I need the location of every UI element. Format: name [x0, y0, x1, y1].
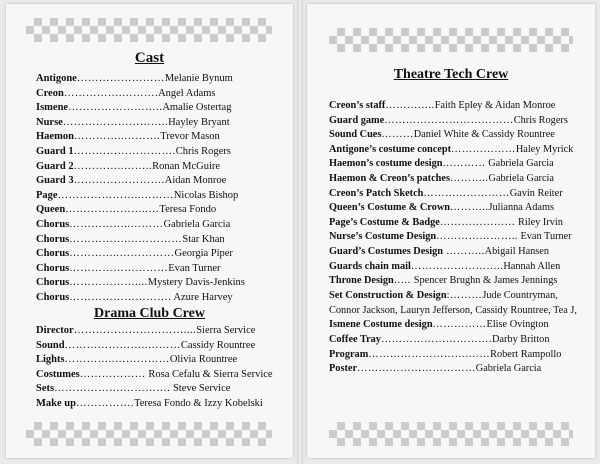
credit-role: Guard 3	[36, 175, 74, 187]
credit-row	[36, 160, 276, 175]
credit-role: Page’s Costume & Badge	[329, 216, 440, 228]
credit-name: Aidan Monroe	[164, 175, 227, 187]
credit-leader-dots: ……………………	[423, 187, 510, 199]
credit-name: Spencer Brughn & James Jennings	[413, 275, 558, 287]
left-page	[6, 4, 293, 458]
credit-row	[36, 339, 282, 354]
credit-name: Faith Epley & Aidan Monroe	[434, 100, 556, 111]
credit-leader-dots: ……………….………….	[54, 383, 171, 395]
credit-name: Teresa Fondo & Izzy Kobelski	[134, 397, 263, 409]
credit-row	[36, 353, 282, 368]
credit-role: Poster	[329, 363, 358, 375]
credit-name: Star Khan	[182, 233, 225, 245]
credit-row	[329, 157, 579, 172]
theatre-tech-crew-list	[329, 99, 579, 377]
credit-row	[329, 260, 579, 275]
cast-list	[36, 72, 276, 306]
credit-leader-dots: ………..	[449, 172, 489, 184]
credit-name: Gabriela Garcia	[475, 363, 542, 375]
credit-role: Ismene	[36, 102, 69, 114]
credit-role: Guard game	[329, 114, 385, 126]
credit-leader-dots: …………….	[75, 397, 135, 409]
credit-role: Antigone	[36, 73, 77, 84]
credit-name: Chris Rogers	[175, 145, 231, 157]
credit-row	[36, 218, 276, 233]
credit-name: Jude Countryman, Connor Jackson, Lauryn Jefferson, Cassidy Rountree, Tea J,	[329, 289, 577, 316]
credit-row	[329, 362, 579, 377]
credit-name: Nicolas Bishop	[173, 189, 239, 201]
credit-row	[36, 72, 276, 87]
credit-row	[329, 216, 579, 231]
credit-leader-dots: …………………..…	[65, 204, 160, 216]
credit-row	[36, 291, 276, 306]
credit-role: Haemon & Creon’s patches	[329, 172, 450, 184]
credit-leader-dots: ………..	[443, 245, 485, 257]
credit-role: Page	[36, 189, 58, 201]
credit-role: Coffee Tray	[329, 333, 381, 345]
credit-leader-dots: …………….……….	[63, 87, 159, 99]
credit-role: Chorus	[36, 248, 70, 260]
credit-row	[329, 333, 579, 348]
credit-row	[36, 101, 276, 116]
credit-row	[36, 247, 276, 262]
diamond-border-bottom	[26, 422, 272, 446]
credit-name: Darby Britton	[492, 333, 550, 345]
credit-leader-dots: ……………………………	[357, 363, 476, 375]
credit-leader-dots: ………………………..	[62, 116, 169, 128]
credit-name: Azure Harvey	[171, 291, 233, 303]
drama-club-crew-heading: Drama Club Crew	[94, 306, 205, 321]
credit-name: Georgia Piper	[174, 248, 233, 260]
credit-row	[36, 174, 276, 189]
credit-role: Set Construction & Design	[329, 289, 447, 301]
credit-row	[329, 245, 579, 260]
credit-row	[329, 172, 579, 187]
credit-name: Sierra Service	[196, 325, 256, 336]
credit-role: Creon	[36, 87, 64, 99]
credit-role: Creon’s Patch Sketch	[329, 187, 424, 199]
credit-row	[36, 233, 276, 248]
credit-leader-dots: ……………………….	[69, 291, 172, 303]
cast-heading: Cast	[134, 50, 165, 66]
credit-role: Haemon	[36, 131, 74, 143]
credit-role: Queen	[36, 204, 66, 216]
credit-name: Elise Ovington	[486, 319, 549, 331]
credit-leader-dots: ……………………….……	[368, 348, 491, 360]
diamond-border-top	[26, 18, 272, 42]
credit-role: Chorus	[36, 277, 70, 289]
credit-leader-dots: …………….……………	[69, 233, 183, 245]
credit-row	[36, 368, 282, 383]
credit-name: Evan Turner	[517, 231, 572, 243]
credit-name: Hayley Bryant	[168, 116, 230, 128]
credit-name: Evan Turner	[168, 262, 221, 274]
diamond-border-top	[329, 28, 573, 52]
credit-role: Nurse’s Costume Design	[329, 231, 437, 243]
credit-name: Amalie Ostertag	[162, 102, 232, 114]
credit-name: Abigail Hansen	[484, 245, 550, 257]
credit-role: Sets	[36, 383, 55, 395]
credit-row	[329, 201, 579, 216]
credit-name: Mystery Davis-Jenkins	[147, 277, 245, 289]
credit-leader-dots: …………………..………	[64, 339, 181, 351]
credit-leader-dots: …………..	[385, 100, 435, 111]
credit-name: Steve Service	[170, 383, 231, 395]
credit-row	[36, 382, 282, 397]
credit-row	[36, 276, 276, 291]
credit-leader-dots: ………………………	[69, 262, 169, 274]
credit-leader-dots: ………………………………	[384, 114, 514, 126]
credit-name: Chris Rogers	[513, 114, 568, 126]
credit-role: Lights	[36, 354, 65, 366]
drama-club-crew-list	[36, 324, 282, 412]
page-fold	[297, 0, 303, 464]
credit-leader-dots: …………………………....	[73, 325, 197, 336]
credit-role: Antigone’s costume concept	[329, 143, 452, 155]
credit-row	[36, 87, 276, 102]
credit-leader-dots: ……………………..	[410, 260, 504, 272]
credit-role: Guard 1	[36, 145, 74, 157]
credit-role: Sound Cues	[329, 129, 382, 141]
credit-leader-dots: …………..……..	[73, 160, 153, 172]
credit-row	[329, 274, 579, 289]
credit-name: Olivia Rountree	[169, 354, 238, 366]
credit-row	[36, 203, 276, 218]
credit-role: Chorus	[36, 291, 70, 303]
credit-role: Program	[329, 348, 369, 360]
credit-row	[36, 397, 282, 412]
credit-leader-dots: ………………………….	[380, 333, 492, 345]
credit-role: Chorus	[36, 262, 70, 274]
credit-role: Throne Design	[329, 275, 394, 287]
credit-name: Ronan McGuire	[152, 160, 221, 172]
credit-name: Gabriela Garcia	[163, 218, 231, 230]
credit-row	[36, 324, 282, 339]
credit-role: Ismene Costume design	[329, 319, 433, 331]
credit-name: Rosa Cefalu & Sierra Service	[145, 368, 273, 380]
credit-role: Queen’s Costume & Crown	[329, 202, 450, 214]
credit-name: Robert Rampollo	[490, 348, 562, 360]
credit-leader-dots: …………………	[439, 216, 516, 228]
credit-leader-dots: …………………..………	[57, 189, 174, 201]
credit-leader-dots: ………………	[451, 143, 516, 155]
credit-role: Chorus	[36, 218, 70, 230]
credit-leader-dots: …………..……………	[64, 354, 170, 366]
credit-row	[36, 130, 276, 145]
credit-leader-dots: …………………….	[73, 175, 165, 187]
credit-row	[329, 318, 579, 333]
credit-name: Melanie Bynum	[164, 73, 233, 84]
credit-role: Costumes	[36, 368, 80, 380]
credit-name: Teresa Fondo	[159, 204, 217, 216]
credit-row	[36, 116, 276, 131]
credit-name: Daniel White & Cassidy Rountree	[413, 129, 555, 141]
diamond-border-bottom	[329, 422, 573, 446]
right-page	[307, 4, 595, 458]
credit-row	[329, 289, 579, 319]
credit-row	[329, 348, 579, 363]
credit-role: Nurse	[36, 116, 63, 128]
credit-role: Director	[36, 325, 74, 336]
credit-name: Gavin Reiter	[509, 187, 563, 199]
credit-leader-dots: ………………....	[69, 277, 148, 289]
credit-row	[36, 189, 276, 204]
credit-leader-dots: ……………………….	[73, 145, 176, 157]
credit-name: Cassidy Rountree	[180, 339, 256, 351]
credit-row	[329, 187, 579, 202]
credit-row	[36, 145, 276, 160]
credit-role: Chorus	[36, 233, 70, 245]
credit-role: Guard’s Costumes Design	[329, 245, 444, 257]
credit-leader-dots: ……………..………	[69, 218, 164, 230]
credit-name: Riley Irvin	[515, 216, 563, 228]
credit-name: Trevor Mason	[160, 131, 220, 143]
credit-row	[329, 128, 579, 143]
credit-leader-dots: ………………	[79, 368, 146, 380]
credit-leader-dots: ……………………	[76, 73, 165, 84]
theatre-tech-crew-heading: Theatre Tech Crew	[393, 67, 509, 82]
credit-name: Hannah Allen	[503, 260, 561, 272]
credit-leader-dots: ………	[381, 129, 414, 141]
credit-row	[329, 99, 579, 114]
credit-name: Haley Myrick	[515, 143, 574, 155]
credit-row	[329, 114, 579, 129]
credit-leader-dots: :………	[446, 289, 483, 301]
credit-leader-dots: …………	[442, 158, 486, 170]
credit-leader-dots: ………..	[449, 202, 489, 214]
credit-leader-dots: …..	[393, 275, 414, 287]
credit-leader-dots: ……………	[432, 319, 487, 331]
credit-role: Haemon’s costume design	[329, 158, 443, 170]
credit-row	[329, 143, 579, 158]
credit-row	[329, 230, 579, 245]
credit-leader-dots: …………..……….	[73, 131, 161, 143]
credit-role: Creon’s staff	[329, 100, 386, 111]
credit-leader-dots: …………..……………	[69, 248, 175, 260]
credit-leader-dots: ……………………..	[68, 102, 163, 114]
credit-name: Gabriela Garcia	[488, 172, 554, 184]
credit-role: Make up	[36, 397, 76, 409]
credit-leader-dots: …………………..	[436, 231, 518, 243]
credit-name: Gabriela Garcia	[485, 158, 554, 170]
credit-row	[36, 262, 276, 277]
credit-role: Guards chain mail	[329, 260, 411, 272]
credit-role: Guard 2	[36, 160, 74, 172]
credit-role: Sound	[36, 339, 65, 351]
credit-name: Angel Adams	[158, 87, 216, 99]
credit-name: Julianna Adams	[488, 202, 555, 214]
